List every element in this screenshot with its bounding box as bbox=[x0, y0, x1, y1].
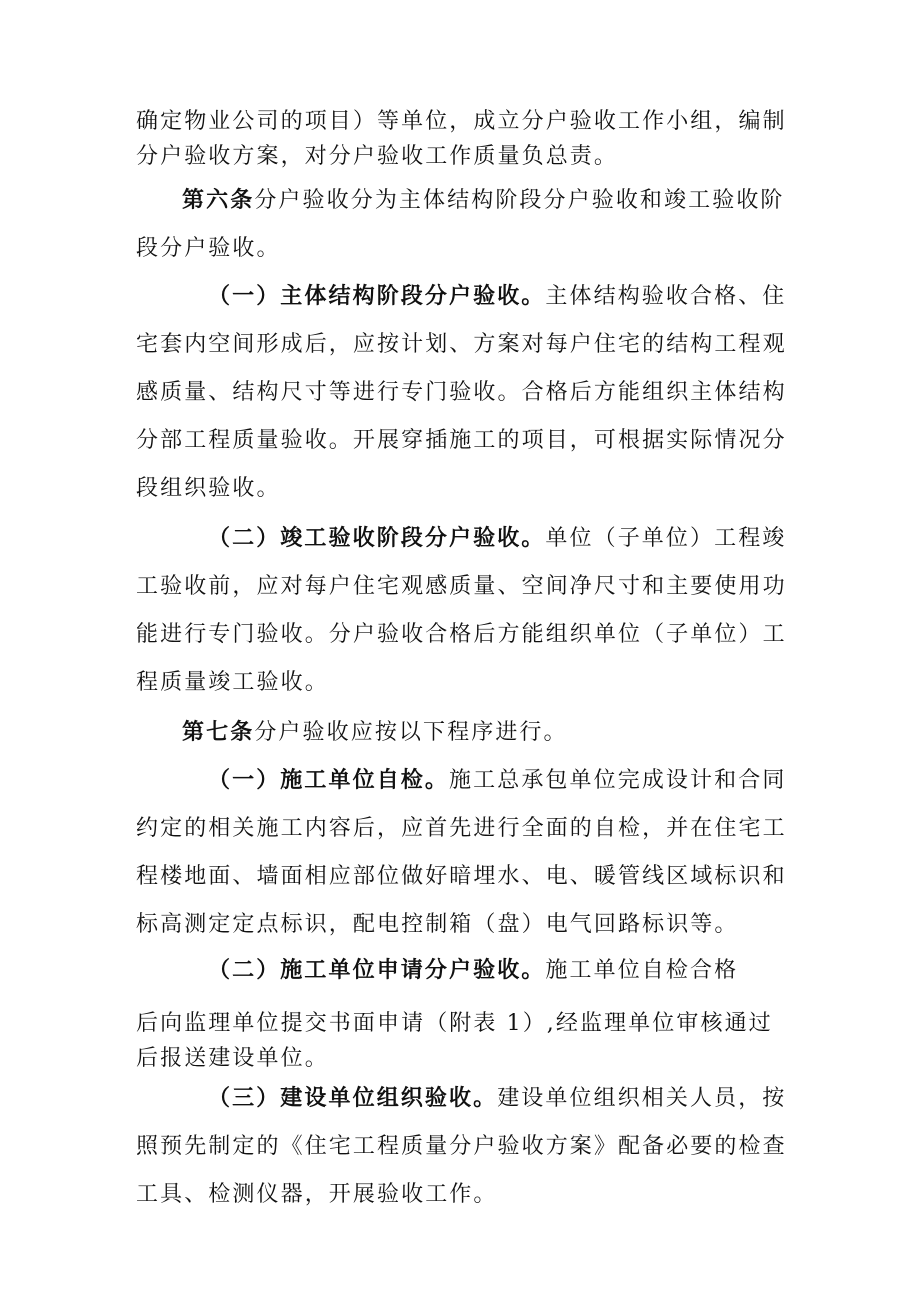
paragraph-text: 单位（子单位）工程竣工验收前，应对每户住宅观感质量、空间净尺寸和主要使用功能进行专门验收。分户验收合格后方能组织单位（子单位）工程质量竣工验收。 bbox=[136, 526, 787, 695]
clause-main-structure bbox=[136, 272, 796, 513]
clause-heading: （二）施工单位申请分户验收。 bbox=[208, 957, 546, 983]
clause-heading: （二）竣工验收阶段分户验收。 bbox=[208, 525, 546, 551]
article-seven bbox=[136, 708, 796, 757]
clause-heading: （一）施工单位自检。 bbox=[208, 767, 450, 793]
paragraph-text: 分户验收应按以下程序进行。 bbox=[254, 720, 568, 745]
article-six bbox=[136, 176, 796, 273]
clause-apply-inspection bbox=[136, 946, 796, 995]
paragraph-text: 施工总承包单位完成设计和合同约定的相关施工内容后，应首先进行全面的自检，并在住宅工程楼地面、墙面相应部位做好暗埋水、电、暖管线区域标识和标高测定定点标识，配电控制箱（盘）电气回路标识等。 bbox=[136, 768, 787, 937]
paragraph-text: 分户验收分为主体结构阶段分户验收和竣工验收阶段分户验收。 bbox=[136, 188, 785, 261]
paragraph-continuation bbox=[136, 1006, 796, 1076]
paragraph-text: 主体结构验收合格、住宅套内空间形成后，应按计划、方案对每户住宅的结构工程观感质量、结构尺寸等进行专门验收。合格后方能组织主体结构分部工程质量验收。开展穿插施工的项目，可根据实际情况分段组织验收。 bbox=[136, 284, 787, 501]
paragraph-text: 确定物业公司的项目）等单位，成立分户验收工作小组，编制分户验收方案，对分户验收工作质量负总责。 bbox=[136, 109, 787, 169]
paragraph-text: 施工单位自检合格 bbox=[545, 958, 739, 983]
paragraph-continuation bbox=[136, 104, 796, 174]
clause-self-inspection bbox=[136, 756, 796, 949]
article-heading: 第六条 bbox=[182, 187, 255, 213]
paragraph-text: 后向监理单位提交书面申请（附表 1）,经监理单位审核通过后报送建设单位。 bbox=[136, 1011, 773, 1071]
article-heading: 第七条 bbox=[182, 719, 255, 745]
paragraph-text: 建设单位组织相关人员，按照预先制定的《住宅工程质量分户验收方案》配备必要的检查工具、检测仪器，开展验收工作。 bbox=[136, 1086, 787, 1207]
clause-developer-organize bbox=[136, 1074, 796, 1219]
clause-completion bbox=[136, 514, 796, 707]
clause-heading: （三）建设单位组织验收。 bbox=[208, 1085, 498, 1111]
clause-heading: （一）主体结构阶段分户验收。 bbox=[208, 283, 546, 309]
